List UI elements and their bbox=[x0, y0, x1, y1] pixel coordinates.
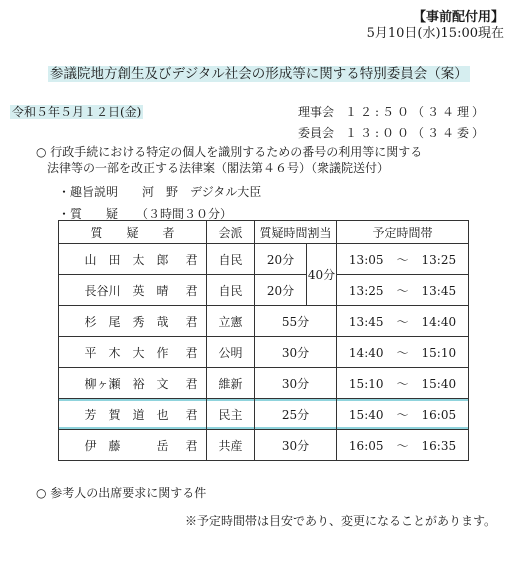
questioner-name bbox=[59, 244, 207, 275]
time-allotment-cell: 25分 bbox=[255, 399, 337, 430]
questioning-schedule-table bbox=[58, 220, 469, 461]
header-time-allotment: 質疑時間割当 bbox=[255, 221, 337, 244]
slot-dash: 〜 bbox=[396, 252, 409, 267]
time-allotment-cell: 30分 bbox=[255, 368, 337, 399]
party-cell: 維新 bbox=[207, 368, 255, 399]
scheduled-slot-cell bbox=[337, 399, 469, 430]
party-cell: 民主 bbox=[207, 399, 255, 430]
honorific: 君 bbox=[185, 345, 198, 360]
slot-dash: 〜 bbox=[396, 283, 409, 298]
slot-end: 15:40 bbox=[421, 376, 457, 391]
questioner-name bbox=[59, 337, 207, 368]
questioning-line: ・質 疑 （３時間３０分） bbox=[58, 207, 233, 221]
slot-start: 14:40 bbox=[348, 345, 384, 360]
slot-end: 13:25 bbox=[421, 252, 457, 267]
honorific: 君 bbox=[185, 283, 198, 298]
honorific: 君 bbox=[185, 376, 198, 391]
questioner-name bbox=[59, 399, 207, 430]
footnote: ※予定時間帯は目安であり、変更になることがあります。 bbox=[184, 514, 496, 528]
questioner-name-text: 長谷川 英 晴 bbox=[84, 283, 169, 298]
header-questioner: 質 疑 者 bbox=[59, 221, 207, 244]
honorific: 君 bbox=[185, 314, 198, 329]
document-title-text: 参議院地方創生及びデジタル社会の形成等に関する特別委員会（案） bbox=[50, 66, 468, 82]
board-meeting-time: １２:５０（３４理） bbox=[345, 105, 488, 119]
time-allotment-cell: 30分 bbox=[255, 337, 337, 368]
slot-end: 15:10 bbox=[421, 345, 457, 360]
scheduled-slot-cell bbox=[337, 337, 469, 368]
questioner-name-text: 平 木 大 作 bbox=[84, 345, 169, 360]
explanation-line: ・趣旨説明 河 野 デジタル大臣 bbox=[58, 185, 262, 199]
header-party: 会派 bbox=[207, 221, 255, 244]
meeting-date bbox=[10, 103, 143, 120]
slot-start: 15:40 bbox=[348, 407, 384, 422]
honorific: 君 bbox=[185, 438, 198, 453]
distribution-tag: 【事前配付用】 bbox=[412, 10, 504, 25]
slot-start: 13:25 bbox=[348, 283, 384, 298]
party-cell: 公明 bbox=[207, 337, 255, 368]
slot-start: 13:05 bbox=[348, 252, 384, 267]
scheduled-slot-cell bbox=[337, 306, 469, 337]
agenda-item-1-line2: 法律等の一部を改正する法律案（閣法第４６号）（衆議院送付） bbox=[47, 161, 390, 175]
questioner-name bbox=[59, 306, 207, 337]
questioner-name-text: 柳ヶ瀬 裕 文 bbox=[84, 376, 169, 391]
slot-dash: 〜 bbox=[396, 345, 409, 360]
time-allotment-cell: 30分 bbox=[255, 430, 337, 461]
combined-time-cell: 40分 bbox=[307, 244, 337, 306]
party-cell: 自民 bbox=[207, 275, 255, 306]
questioner-name-text: 芳 賀 道 也 bbox=[84, 407, 169, 422]
slot-end: 16:35 bbox=[421, 438, 457, 453]
table-row bbox=[59, 368, 469, 399]
slot-dash: 〜 bbox=[396, 376, 409, 391]
slot-dash: 〜 bbox=[396, 407, 409, 422]
meeting-date-text: 令和５年５月１２日(金) bbox=[12, 105, 142, 119]
slot-start: 15:10 bbox=[348, 376, 384, 391]
table-row bbox=[59, 337, 469, 368]
scheduled-slot-cell bbox=[337, 368, 469, 399]
questioner-name-text: 杉 尾 秀 哉 bbox=[84, 314, 169, 329]
honorific: 君 bbox=[185, 407, 198, 422]
table-row bbox=[59, 275, 469, 306]
honorific: 君 bbox=[185, 252, 198, 267]
table-row bbox=[59, 306, 469, 337]
party-cell: 立憲 bbox=[207, 306, 255, 337]
table-row bbox=[59, 244, 469, 275]
as-of-date: 5月10日(水)15:00現在 bbox=[366, 26, 504, 41]
agenda-item-2: ○ 参考人の出席要求に関する件 bbox=[36, 486, 207, 500]
slot-dash: 〜 bbox=[396, 314, 409, 329]
slot-end: 13:45 bbox=[421, 283, 457, 298]
committee-time: １３:００（３４委） bbox=[345, 126, 488, 140]
slot-start: 13:45 bbox=[348, 314, 384, 329]
agenda-item-1-line1: ○ 行政手続における特定の個人を識別するための番号の利用等に関する bbox=[36, 145, 423, 159]
time-allotment-cell: 55分 bbox=[255, 306, 337, 337]
scheduled-slot-cell bbox=[337, 275, 469, 306]
table-header-row bbox=[59, 221, 469, 244]
slot-end: 16:05 bbox=[421, 407, 457, 422]
party-cell: 自民 bbox=[207, 244, 255, 275]
time-allotment-cell: 20分 bbox=[255, 275, 307, 306]
scheduled-slot-cell bbox=[337, 430, 469, 461]
slot-dash: 〜 bbox=[396, 438, 409, 453]
committee-label: 委員会 bbox=[298, 126, 335, 140]
questioner-name bbox=[59, 368, 207, 399]
scheduled-slot-cell bbox=[337, 244, 469, 275]
party-cell: 共産 bbox=[207, 430, 255, 461]
slot-end: 14:40 bbox=[421, 314, 457, 329]
board-meeting-label: 理事会 bbox=[298, 105, 335, 119]
questioner-name bbox=[59, 275, 207, 306]
questioner-name-text: 伊 藤 岳 bbox=[84, 438, 169, 453]
document-title bbox=[48, 62, 470, 82]
questioner-name bbox=[59, 430, 207, 461]
table-row bbox=[59, 399, 469, 430]
time-allotment-cell: 20分 bbox=[255, 244, 307, 275]
slot-start: 16:05 bbox=[348, 438, 384, 453]
table-row bbox=[59, 430, 469, 461]
header-scheduled-slot: 予定時間帯 bbox=[337, 221, 469, 244]
questioner-name-text: 山 田 太 郎 bbox=[84, 252, 169, 267]
